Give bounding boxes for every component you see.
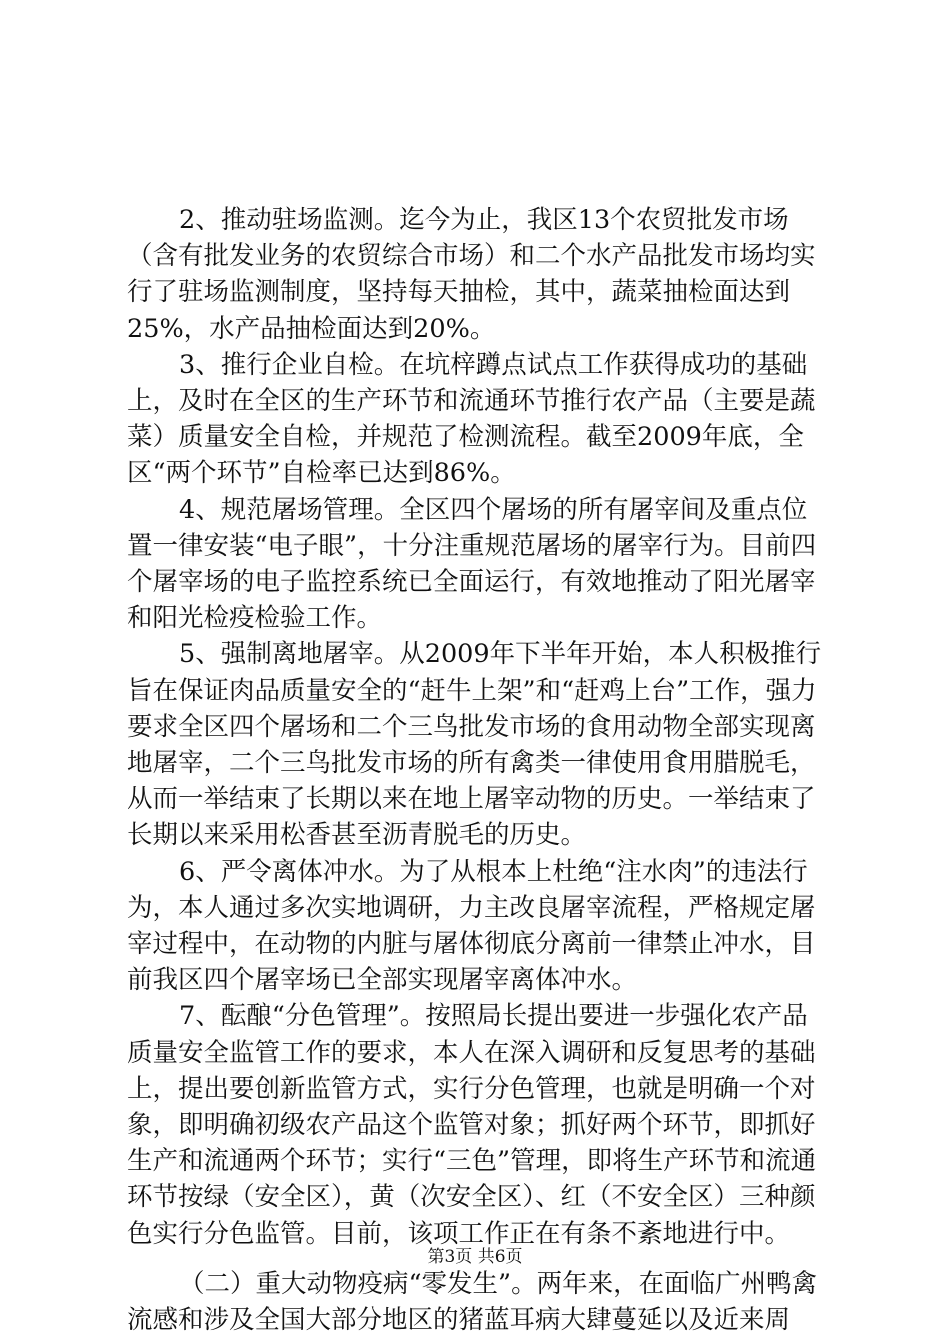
paragraph-4-slaughterhouse-management: 4、规范屠场管理。全区四个屠场的所有屠宰间及重点位置一律安装“电子眼”，十分注重规范屠场的屠宰行为。目前四个屠宰场的电子监控系统已全面运行，有效地推动了阳光屠宰和阳光检疫检验工作。 <box>127 494 817 634</box>
page-footer: 第3页 共6页 <box>427 1247 523 1267</box>
paragraph-6-water-rinse: 6、严令离体冲水。为了从根本上杜绝“注水肉”的违法行为，本人通过多次实地调研，力主改良屠宰流程，严格规定屠宰过程中，在动物的内脏与屠体彻底分离前一律禁止冲水，目前我区四个屠宰场已全部实现屠宰离体冲水。 <box>127 856 816 996</box>
paragraph-5-off-ground-slaughter: 5、强制离地屠宰。从2009年下半年开始，本人积极推行旨在保证肉品质量安全的“赶牛上架”和“赶鸡上台”工作，强力要求全区四个屠场和二个三鸟批发市场的食用动物全部实现离地屠宰，二个三鸟批发市场的所有禽类一律使用食用腊脱毛，从而一举结束了长期以来在地上屠宰动物的历史。一举结束了长期以来采用松香甚至沥青脱毛的历史。 <box>127 639 822 851</box>
document-body <box>127 202 827 1338</box>
paragraph-section-2-epidemic: （二）重大动物疫病“零发生”。两年来，在面临广州鸭禽流感和涉及全国大部分地区的猪蓝耳病大肆蔓延以及近来周 <box>127 1268 818 1336</box>
paragraph-2-monitoring: 2、推动驻场监测。迄今为止，我区13个农贸批发市场（含有批发业务的农贸综合市场）和二个水产品批发市场均实行了驻场监测制度，坚持每天抽检，其中，蔬菜抽检面达到25%，水产品抽检面达到20%。 <box>127 205 816 344</box>
paragraph-3-self-inspection: 3、推行企业自检。在坑梓蹲点试点工作获得成功的基础上，及时在全区的生产环节和流通环节推行农产品（主要是蔬菜）质量安全自检，并规范了检测流程。截至2009年底，全区“两个环节”自检率已达到86%。 <box>127 349 816 489</box>
paragraph-7-color-management: 7、酝酿“分色管理”。按照局长提出要进一步强化农产品质量安全监管工作的要求，本人在深入调研和反复思考的基础上，提出要创新监管方式，实行分色管理，也就是明确一个对象，即明确初级农产品这个监管对象；抓好两个环节，即抓好生产和流通两个环节；实行“三色”管理，即将生产环节和流通环节按绿（安全区），黄（次安全区）、红（不安全区）三种颜色实行分色监管。目前，该项工作正在有条不紊地进行中。 <box>127 1001 817 1249</box>
